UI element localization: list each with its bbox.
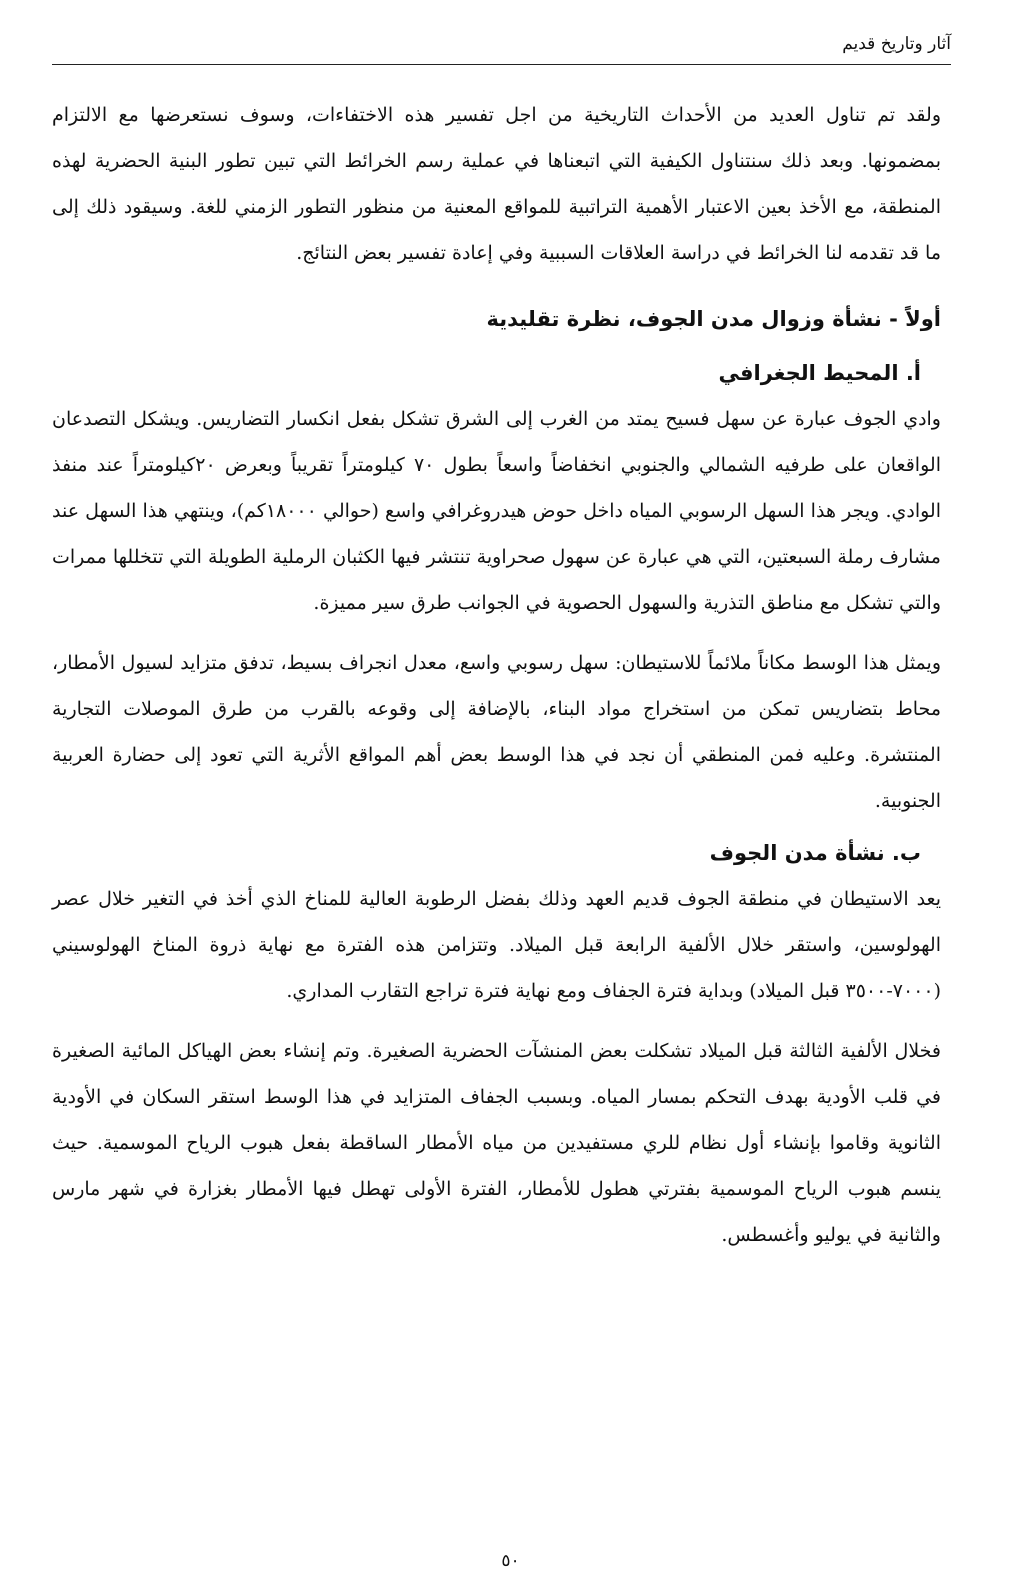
paragraph-geography-1: وادي الجوف عبارة عن سهل فسيح يمتد من الغرب إلى الشرق تشكل بفعل انكسار التضاريس. ويشكل التصدعان الواقعان على طرفيه الشمالي والجنوبي انخفاضاً واسعاً بطول ٧٠ كيلومتراً تقريباً وبعرض ٢٠كيلومتراً عند منفذ الوادي. ويجر هذا السهل الرسوبي المياه داخل حوض هيدروغرافي واسع (حوالي ١٨٠٠٠كم)، وينتهي هذا السهل عند مشارف رملة السبعتين، التي هي عبارة عن سهول صحراوية تنتشر فيها الكثبان الرملية الطويلة التي تتخللها ممرات والتي تشكل مع مناطق التذرية والسهول الحصوية في الجوانب طرق سير مميزة. xyxy=(52,408,941,614)
paragraph-origins-1: يعد الاستيطان في منطقة الجوف قديم العهد وذلك بفضل الرطوبة العالية للمناخ الذي أخذ في التغير خلال عصر الهولوسين، واستقر خلال الألفية الرابعة قبل الميلاد. وتتزامن هذه الفترة مع نهاية ذروة المناخ الهولوسيني (٧٠٠٠-٣٥٠٠ قبل الميلاد) وبداية فترة الجفاف ومع نهاية فترة تراجع التقارب المداري. xyxy=(52,888,941,1002)
intro-paragraph: ولقد تم تناول العديد من الأحداث التاريخية من اجل تفسير هذه الاختفاءات، وسوف نستعرضها مع الالتزام بمضمونها. وبعد ذلك سنتناول الكيفية التي اتبعناها في عملية رسم الخرائط التي تبين تطور البنية الحضرية لهذه المنطقة، مع الأخذ بعين الاعتبار الأهمية التراتبية للمواقع المعنية من منظور التطور الزمني للغة. وسيقود ذلك إلى ما قد تقدمه لنا الخرائط في دراسة العلاقات السببية وفي إعادة تفسير بعض النتائج. xyxy=(52,104,941,264)
paragraph-origins-2: فخلال الألفية الثالثة قبل الميلاد تشكلت بعض المنشآت الحضرية الصغيرة. وتم إنشاء بعض الهياكل المائية الصغيرة في قلب الأودية بهدف التحكم بمسار المياه. وبسبب الجفاف المتزايد في هذا الوسط استقر السكان في الأودية الثانوية وقاموا بإنشاء أول نظام للري مستفيدين من مياه الأمطار الساقطة بفعل هبوب الرياح الموسمية. حيث ينسم هبوب الرياح الموسمية بفترتي هطول للأمطار، الفترة الأولى تهطل فيها الأمطار بغزارة في شهر مارس والثانية في يوليو وأغسطس. xyxy=(52,1040,941,1246)
running-header-title: آثار وتاريخ قديم xyxy=(842,34,951,54)
running-header xyxy=(52,28,951,65)
page-number: ٥٠ xyxy=(501,1551,520,1571)
paragraph-geography-2: ويمثل هذا الوسط مكاناً ملائماً للاستيطان: سهل رسوبي واسع، معدل انجراف بسيط، تدفق متزايد لسيول الأمطار، محاط بتضاريس تمكن من استخراج مواد البناء، بالإضافة إلى وقوعه بالقرب من طرق الموصلات التجارية المنتشرة. وعليه فمن المنطقي أن نجد في هذا الوسط بعض أهم المواقع الأثرية التي تعود إلى حضارة العربية الجنوبية. xyxy=(52,652,941,812)
page-content xyxy=(52,92,941,1258)
section-heading: أولاً - نشأة وزوال مدن الجوف، نظرة تقليدية xyxy=(486,307,941,331)
subsection-heading-a: أ. المحيط الجغرافي xyxy=(718,361,921,385)
subsection-heading-b: ب. نشأة مدن الجوف xyxy=(709,841,921,865)
